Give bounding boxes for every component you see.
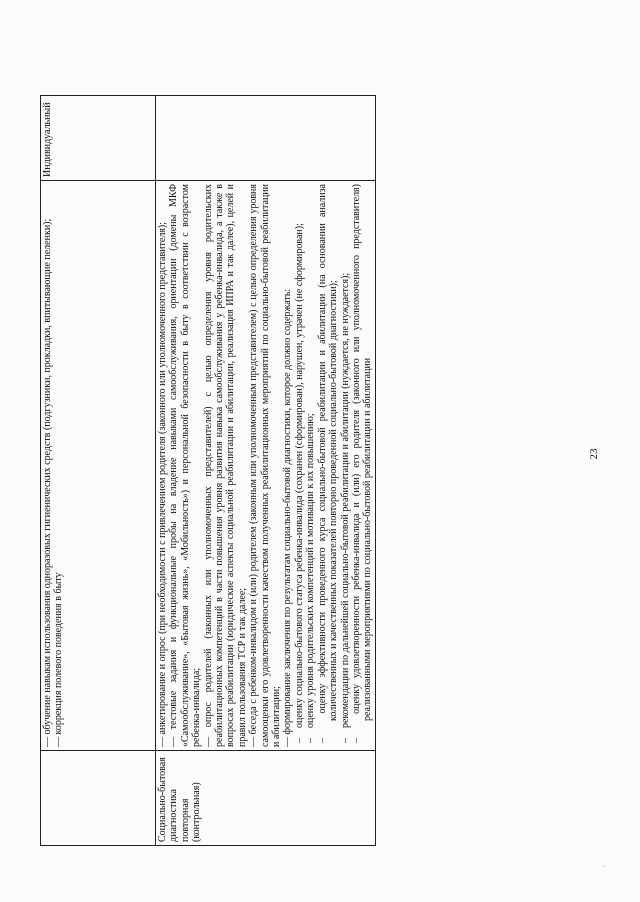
dash-marker: – <box>293 738 305 743</box>
table-cell-content <box>156 181 376 751</box>
table-cell-service <box>41 751 156 846</box>
list-item-text: оценку удовлетворенности ребенка-инвалида и (или) его родителя (законного или уполномоченного представителя) реализованными мероприятиями по социально-бытовой реабилитации и абилитации <box>350 184 374 721</box>
table-cell-service: Социально-бытовая диагностика повторная (контрольная) <box>156 751 376 846</box>
list-item <box>340 184 351 747</box>
content-line: — опрос родителей (законных или уполномоченных представителей) с целью определения уровня родительских реабилитационных компетенций в части повышения уровня развития навыка самообслуживания у ребенка-инвалида, а также в вопросах реабилитации (юридические аспекты социальной реабилитации и абилитации, реализация ИПРА и так далее), целей и правил пользования ТСР и так далее; <box>202 184 248 747</box>
list-item <box>317 184 340 747</box>
table-row <box>156 96 376 846</box>
content-line: — формирование заключения по результатам социально-бытовой диагностики, которое должно содержать: <box>282 288 294 747</box>
content-line: — тестовые задания и функциональные пробы на владение навыками самообслуживания, ориентации (домены МКФ «Самообслуживание», «Бытовая жизнь», «Мобильность») и персональной безопасности в быту в соответствии с возрастом ребенка-инвалида; <box>168 184 203 747</box>
table-cell-content <box>41 181 156 751</box>
dash-marker: – <box>316 738 328 743</box>
content-line: — анкетирование и опрос (при необходимости с привлечением родителя (законного или уполномоченного представителя); <box>157 221 168 747</box>
list-item <box>294 184 305 747</box>
page-number: 23 <box>588 448 600 460</box>
list-item-text: оценку эффективности проведенного курса социально-бытовой реабилитации и абилитации (на основании анализа количественных и качественных показателей повторно проведенной социально-бытовой диагностики); <box>316 184 340 721</box>
table-cell-form: Индивидуальный <box>41 96 156 181</box>
list-item-text: рекомендации по дальнейшей социально-бытовой реабилитации и абилитации (нуждается, не нуждается); <box>339 272 351 728</box>
list-item <box>351 184 374 747</box>
dash-marker: – <box>305 738 317 743</box>
list-item <box>305 184 316 747</box>
content-line: — обучение навыкам использования одноразовых гигиенических средств (подгузники, прокладки, впитывающие пеленки); <box>42 218 53 747</box>
service-table <box>40 95 376 846</box>
list-item-text: оценку уровня родительских компетенций и мотивации к их повышению; <box>305 413 317 728</box>
content-line: — коррекция полевого поведения в быту <box>53 572 65 747</box>
rotated-document <box>0 26 640 876</box>
dash-marker: – <box>350 738 362 743</box>
list-item-text: оценку социально-бытового статуса ребенка-инвалида (сохранен (сформирован), нарушен, утрачен (не сформирован); <box>293 223 305 728</box>
table-row <box>41 96 156 846</box>
content-line: — беседа с ребенком-инвалидом и (или) родителем (законным или уполномоченным представителем) с целью определения уровня самооценки его удовлетворенности качеством полученных реабилитационных мероприятий по социально-бытовой реабилитации и абилитации; <box>248 184 283 747</box>
table-cell-form <box>156 96 376 181</box>
dash-marker: – <box>339 738 351 743</box>
scan-mark: · <box>603 862 606 871</box>
